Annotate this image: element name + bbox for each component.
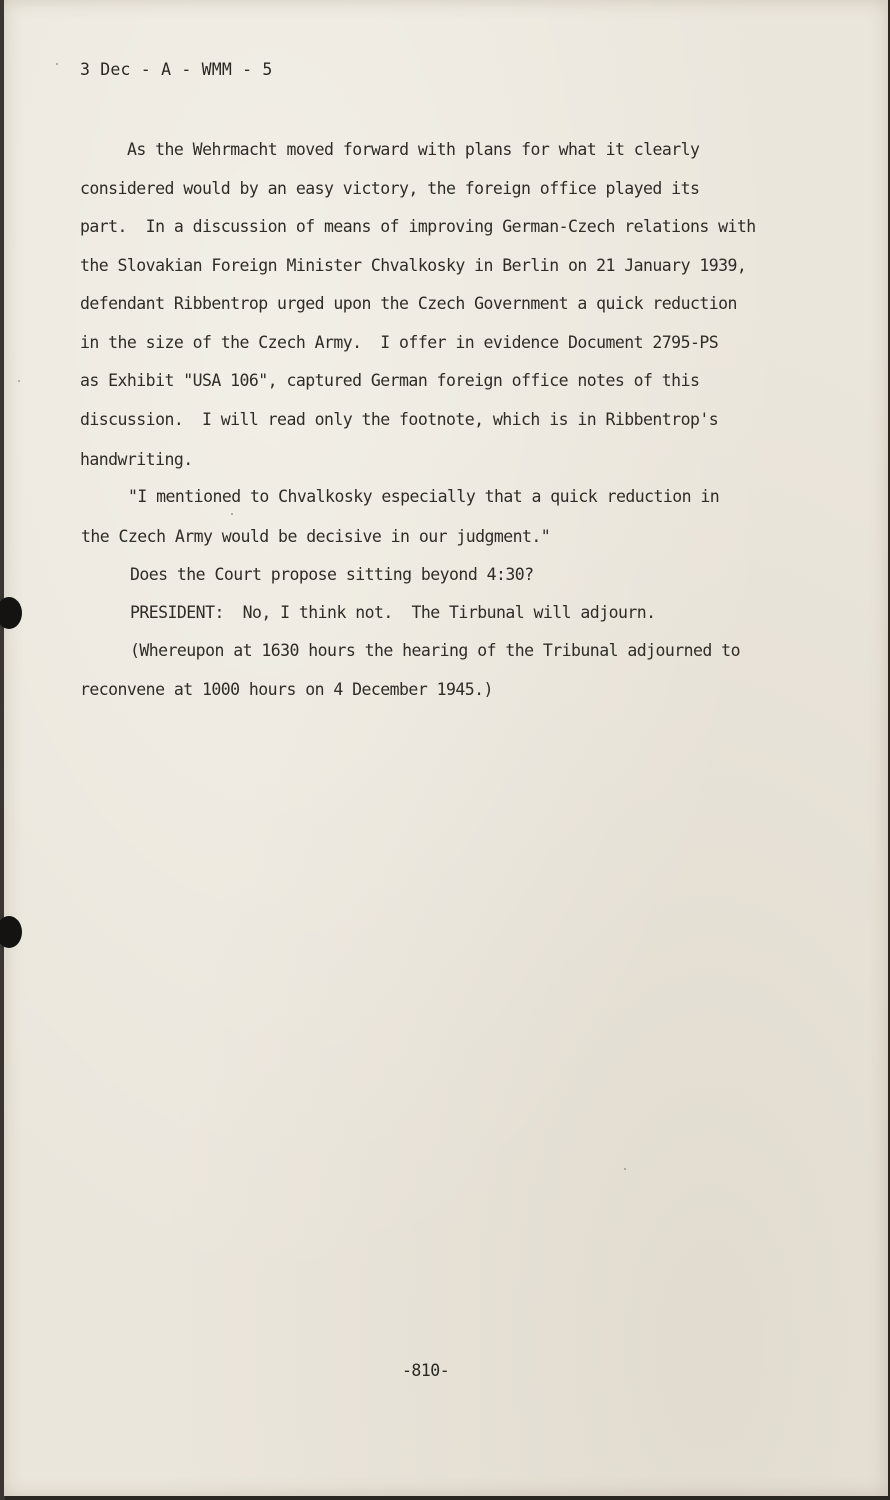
body-line: As the Wehrmacht moved forward with plans for what it clearly: [127, 140, 700, 159]
scan-speck: [624, 1168, 626, 1170]
quotation-line: "I mentioned to Chvalkosky especially that a quick reduction in: [128, 487, 720, 506]
body-line: as Exhibit "USA 106", captured German foreign office notes of this: [80, 371, 700, 390]
scan-speck: [56, 63, 58, 65]
adjournment-note-line: reconvene at 1000 hours on 4 December 1945.): [80, 680, 493, 699]
scan-speck: [231, 513, 233, 515]
body-line: handwriting.: [80, 450, 193, 469]
adjournment-note-line: (Whereupon at 1630 hours the hearing of the Tribunal adjourned to: [130, 641, 740, 660]
scan-speck: [18, 380, 20, 382]
document-page: [4, 0, 888, 1496]
body-line: in the size of the Czech Army. I offer in evidence Document 2795-PS: [80, 333, 719, 352]
body-line: discussion. I will read only the footnote, which is in Ribbentrop's: [80, 410, 719, 429]
body-line: part. In a discussion of means of improving German-Czech relations with: [80, 217, 756, 236]
president-statement: PRESIDENT: No, I think not. The Tirbunal will adjourn.: [130, 603, 656, 622]
question-line: Does the Court propose sitting beyond 4:30?: [130, 565, 534, 584]
page-reference-header: 3 Dec - A - WMM - 5: [80, 60, 273, 79]
body-line: considered would by an easy victory, the foreign office played its: [80, 179, 700, 198]
body-line: the Slovakian Foreign Minister Chvalkosky in Berlin on 21 January 1939,: [80, 256, 747, 275]
body-line: defendant Ribbentrop urged upon the Czech Government a quick reduction: [80, 294, 737, 313]
page-number: -810-: [402, 1361, 450, 1380]
quotation-line: the Czech Army would be decisive in our judgment.": [81, 527, 551, 546]
